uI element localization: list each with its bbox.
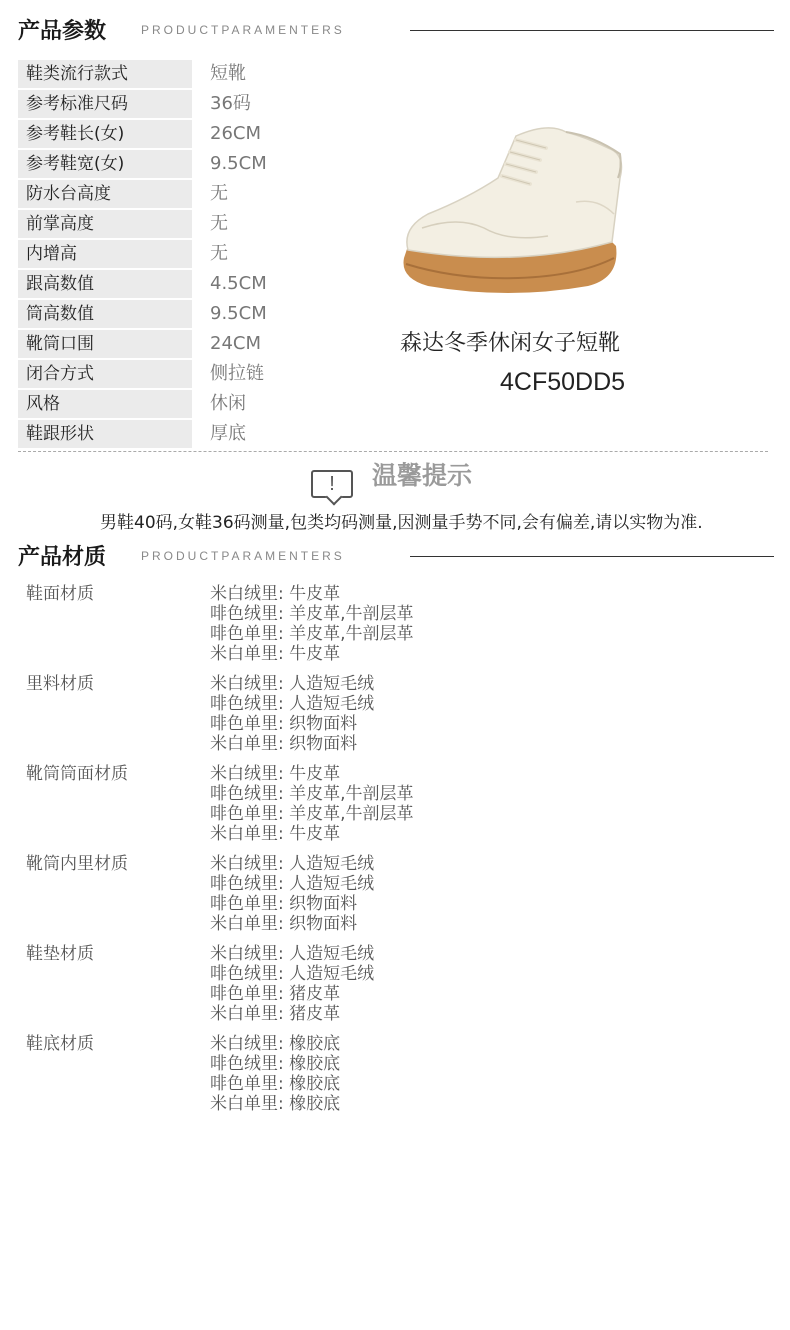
material-label: 鞋底材质 bbox=[26, 1034, 94, 1054]
material-lines bbox=[210, 1034, 340, 1114]
material-line: 米白单里: 牛皮革 bbox=[210, 824, 341, 844]
param-row bbox=[18, 330, 348, 360]
material-lines bbox=[210, 584, 414, 664]
param-row bbox=[18, 120, 348, 150]
material-label: 鞋面材质 bbox=[26, 584, 94, 604]
header-divider bbox=[410, 556, 774, 557]
param-row bbox=[18, 360, 348, 390]
param-label: 筒高数值 bbox=[18, 300, 192, 328]
materials-section-subtitle: PRODUCTPARAMENTERS bbox=[141, 549, 345, 563]
param-row bbox=[18, 150, 348, 180]
param-label: 参考标准尺码 bbox=[18, 90, 192, 118]
material-line: 米白绒里: 牛皮革 bbox=[210, 584, 341, 604]
materials-section-header bbox=[0, 532, 790, 572]
material-label: 靴筒内里材质 bbox=[26, 854, 128, 874]
material-label: 鞋垫材质 bbox=[26, 944, 94, 964]
param-row bbox=[18, 240, 348, 270]
material-label: 里料材质 bbox=[26, 674, 94, 694]
material-line: 米白绒里: 牛皮革 bbox=[210, 764, 341, 784]
params-section-title: 产品参数 bbox=[18, 19, 107, 44]
params-section-subtitle: PRODUCTPARAMENTERS bbox=[141, 23, 345, 37]
material-lines bbox=[210, 764, 414, 844]
param-value: 短靴 bbox=[210, 63, 246, 84]
material-line: 啡色绒里: 橡胶底 bbox=[210, 1054, 341, 1074]
param-label: 前掌高度 bbox=[18, 210, 192, 238]
param-row bbox=[18, 270, 348, 300]
material-line: 米白绒里: 人造短毛绒 bbox=[210, 674, 375, 694]
material-line: 米白单里: 橡胶底 bbox=[210, 1094, 341, 1114]
material-line: 啡色绒里: 人造短毛绒 bbox=[210, 694, 375, 714]
param-label: 闭合方式 bbox=[18, 360, 192, 388]
param-label: 鞋类流行款式 bbox=[18, 60, 192, 88]
materials-section-title: 产品材质 bbox=[18, 545, 107, 570]
param-row bbox=[18, 90, 348, 120]
param-row bbox=[18, 60, 348, 90]
param-row bbox=[18, 210, 348, 240]
product-name: 森达冬季休闲女子短靴 bbox=[400, 331, 621, 356]
params-table bbox=[18, 60, 348, 450]
material-lines bbox=[210, 854, 374, 934]
material-line: 米白单里: 猪皮革 bbox=[210, 1004, 341, 1024]
material-line: 啡色绒里: 羊皮革,牛剖层革 bbox=[210, 784, 414, 804]
material-line: 米白单里: 织物面料 bbox=[210, 914, 358, 934]
param-value: 无 bbox=[210, 213, 228, 234]
param-value: 36码 bbox=[210, 93, 251, 114]
param-label: 靴筒口围 bbox=[18, 330, 192, 358]
param-row bbox=[18, 300, 348, 330]
param-value: 4.5CM bbox=[210, 273, 267, 294]
material-line: 啡色单里: 织物面料 bbox=[210, 894, 358, 914]
param-value: 9.5CM bbox=[210, 153, 267, 174]
material-line: 米白绒里: 橡胶底 bbox=[210, 1034, 341, 1054]
dashed-divider bbox=[18, 451, 768, 452]
material-line: 啡色绒里: 羊皮革,牛剖层革 bbox=[210, 604, 414, 624]
param-label: 内增高 bbox=[18, 240, 192, 268]
material-line: 啡色单里: 橡胶底 bbox=[210, 1074, 341, 1094]
param-label: 参考鞋宽(女) bbox=[18, 150, 192, 178]
param-value: 24CM bbox=[210, 333, 262, 354]
material-line: 啡色单里: 羊皮革,牛剖层革 bbox=[210, 804, 414, 824]
param-value: 无 bbox=[210, 183, 228, 204]
material-line: 啡色单里: 织物面料 bbox=[210, 714, 358, 734]
material-line: 米白单里: 牛皮革 bbox=[210, 644, 341, 664]
param-row bbox=[18, 420, 348, 450]
param-row bbox=[18, 180, 348, 210]
material-line: 米白单里: 织物面料 bbox=[210, 734, 358, 754]
param-value: 26CM bbox=[210, 123, 262, 144]
param-value: 无 bbox=[210, 243, 228, 264]
material-line: 米白绒里: 人造短毛绒 bbox=[210, 854, 375, 874]
param-label: 参考鞋长(女) bbox=[18, 120, 192, 148]
param-value: 厚底 bbox=[210, 423, 246, 444]
product-code: 4CF50DD5 bbox=[500, 368, 626, 396]
material-lines bbox=[210, 944, 374, 1024]
material-line: 啡色绒里: 人造短毛绒 bbox=[210, 964, 375, 984]
material-line: 啡色单里: 羊皮革,牛剖层革 bbox=[210, 624, 414, 644]
params-section-header bbox=[0, 6, 790, 46]
material-label: 靴筒筒面材质 bbox=[26, 764, 128, 784]
header-divider bbox=[410, 30, 774, 31]
material-lines bbox=[210, 674, 374, 754]
param-label: 鞋跟形状 bbox=[18, 420, 192, 448]
param-label: 防水台高度 bbox=[18, 180, 192, 208]
tip-title: 温馨提示 bbox=[372, 461, 473, 490]
param-value: 休闲 bbox=[210, 393, 246, 414]
tip-text: 男鞋40码,女鞋36码测量,包类均码测量,因测量手势不同,会有偏差,请以实物为准. bbox=[100, 513, 703, 533]
param-row bbox=[18, 390, 348, 420]
material-line: 啡色单里: 猪皮革 bbox=[210, 984, 341, 1004]
material-line: 米白绒里: 人造短毛绒 bbox=[210, 944, 375, 964]
param-value: 侧拉链 bbox=[210, 363, 264, 384]
material-line: 啡色绒里: 人造短毛绒 bbox=[210, 874, 375, 894]
product-image bbox=[398, 118, 626, 298]
exclamation-icon: ! bbox=[311, 470, 353, 498]
param-label: 风格 bbox=[18, 390, 192, 418]
param-value: 9.5CM bbox=[210, 303, 267, 324]
param-label: 跟高数值 bbox=[18, 270, 192, 298]
